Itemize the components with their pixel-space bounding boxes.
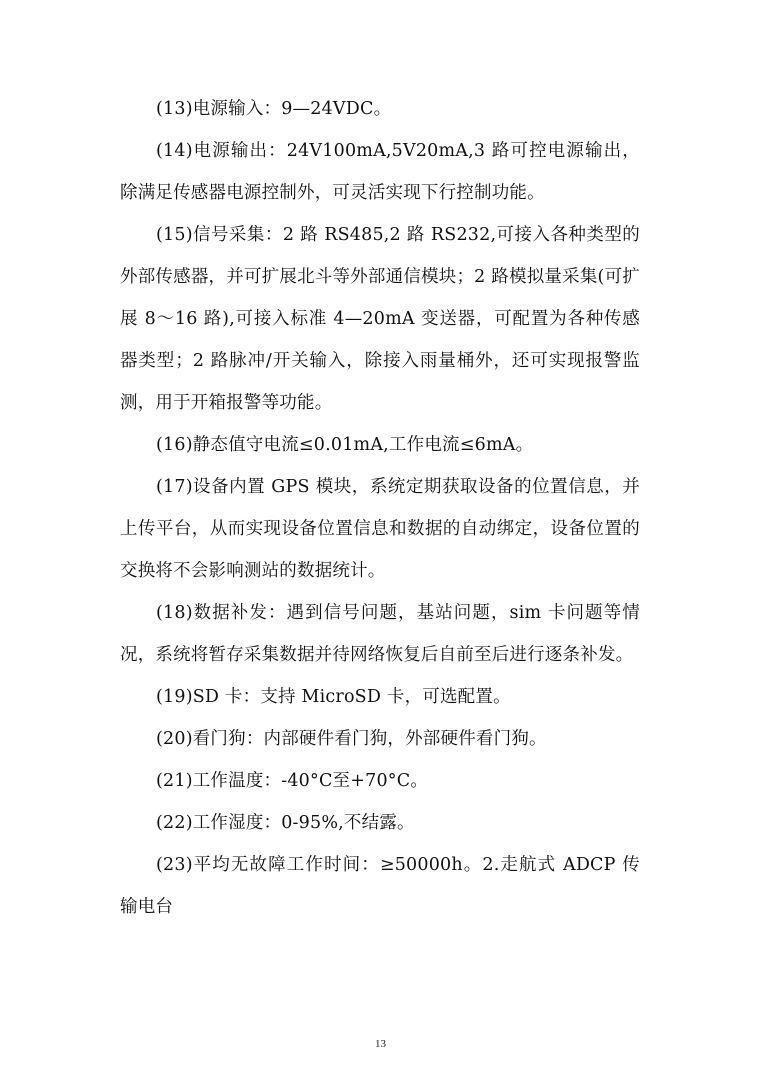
paragraph-22: (22)工作湿度：0-95%,不结露。 bbox=[156, 813, 415, 833]
paragraph-23: (23)平均无故障工作时间：≥50000h。2.走航式 ADCP 传输电台 bbox=[120, 855, 640, 917]
page-number: 13 bbox=[375, 1038, 386, 1050]
document-body bbox=[120, 88, 640, 928]
paragraph-13: (13)电源输入：9—24VDC。 bbox=[156, 99, 392, 119]
paragraph-16: (16)静态值守电流≤0.01mA,工作电流≤6mA。 bbox=[156, 435, 534, 455]
paragraph-15: (15)信号采集：2 路 RS485,2 路 RS232,可接入各种类型的外部传感器，并可扩展北斗等外部通信模块；2 路模拟量采集(可扩展 8～16 路),可接入标准 4—20mA 变送器，可配置为各种传感器类型；2 路脉冲/开关输入，除接入雨量桶外，还可实现报警监测，用于开箱报警等功能。 bbox=[120, 225, 640, 413]
paragraph-20: (20)看门狗：内部硬件看门狗，外部硬件看门狗。 bbox=[156, 729, 547, 749]
paragraph-18: (18)数据补发：遇到信号问题，基站问题，sim 卡问题等情况，系统将暂存采集数据并待网络恢复后自前至后进行逐条补发。 bbox=[120, 603, 640, 665]
paragraph-17: (17)设备内置 GPS 模块，系统定期获取设备的位置信息，并上传平台，从而实现设备位置信息和数据的自动绑定，设备位置的交换将不会影响测站的数据统计。 bbox=[120, 477, 640, 581]
paragraph-21: (21)工作温度：-40°C至+70°C。 bbox=[156, 771, 429, 791]
paragraph-14: (14)电源输出：24V100mA,5V20mA,3 路可控电源输出，除满足传感器电源控制外，可灵活实现下行控制功能。 bbox=[120, 141, 640, 203]
paragraph-19: (19)SD 卡：支持 MicroSD 卡，可选配置。 bbox=[156, 687, 511, 707]
